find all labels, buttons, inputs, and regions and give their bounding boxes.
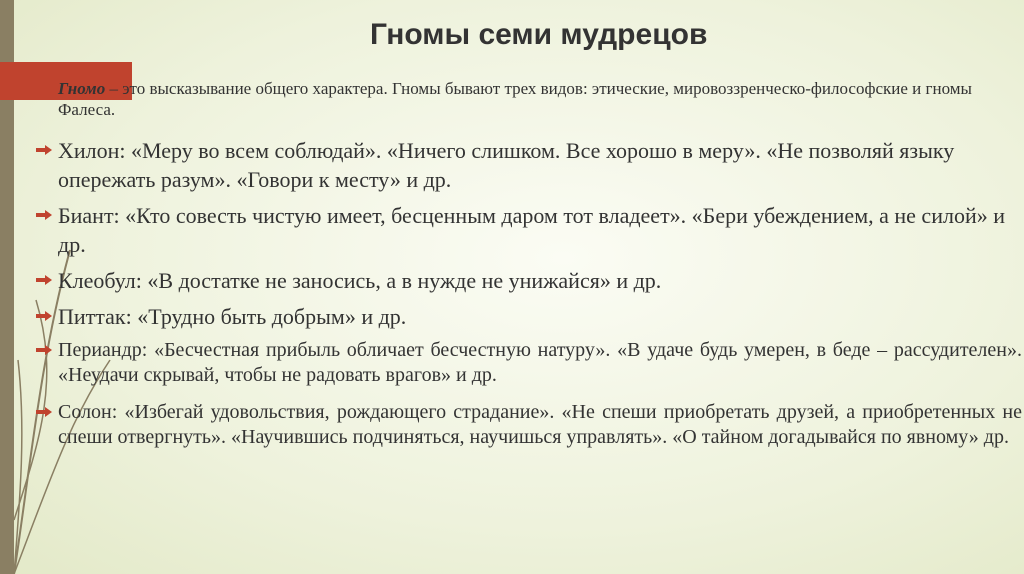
- intro-text: – это высказывание общего характера. Гномы бывают трех видов: этические, мировоззренческо-философские и гномы Фалеса.: [58, 79, 972, 119]
- bullet-arrow-icon: [36, 311, 52, 321]
- item-text: Питтак: «Трудно быть добрым» и др.: [58, 304, 407, 329]
- list-item-bias: [36, 201, 1022, 259]
- item-text: Солон: «Избегай удовольствия, рождающего страдание». «Не спеши приобретать друзей, а приобретенных не спеши отвергнуть». «Научившись подчиняться, научишься управлять». «О тайном догадывайся по явному» др.: [58, 401, 1022, 448]
- bullet-arrow-icon: [36, 275, 52, 285]
- item-text: Клеобул: «В достатке не заносись, а в нужде не унижайся» и др.: [58, 268, 662, 293]
- bullet-arrow-icon: [36, 210, 52, 220]
- list-item-chilon: [36, 136, 1022, 194]
- intro-paragraph: [58, 78, 1020, 120]
- bullet-arrow-icon: [36, 345, 52, 355]
- item-text: Хилон: «Меру во всем соблюдай». «Ничего слишком. Все хорошо в меру». «Не позволяй языку опережать разум». «Говори к месту» и др.: [58, 138, 955, 192]
- list-item-solon: [36, 400, 1022, 450]
- bullet-arrow-icon: [36, 145, 52, 155]
- list-item-pittacus: [36, 302, 1022, 331]
- list-item-cleobulus: [36, 266, 1022, 295]
- intro-term: Гномо: [58, 79, 106, 98]
- sayings-list: [36, 136, 1022, 462]
- list-item-periander: [36, 338, 1022, 388]
- bullet-arrow-icon: [36, 407, 52, 417]
- slide-title: Гномы семи мудрецов: [370, 18, 708, 51]
- item-text: Периандр: «Бесчестная прибыль обличает бесчестную натуру». «В удаче будь умерен, в беде – рассудителен». «Неудачи скрывай, чтобы не радовать врагов» и др.: [58, 339, 1022, 386]
- item-text: Биант: «Кто совесть чистую имеет, бесценным даром тот владеет». «Бери убеждением, а не силой» и др.: [58, 203, 1005, 257]
